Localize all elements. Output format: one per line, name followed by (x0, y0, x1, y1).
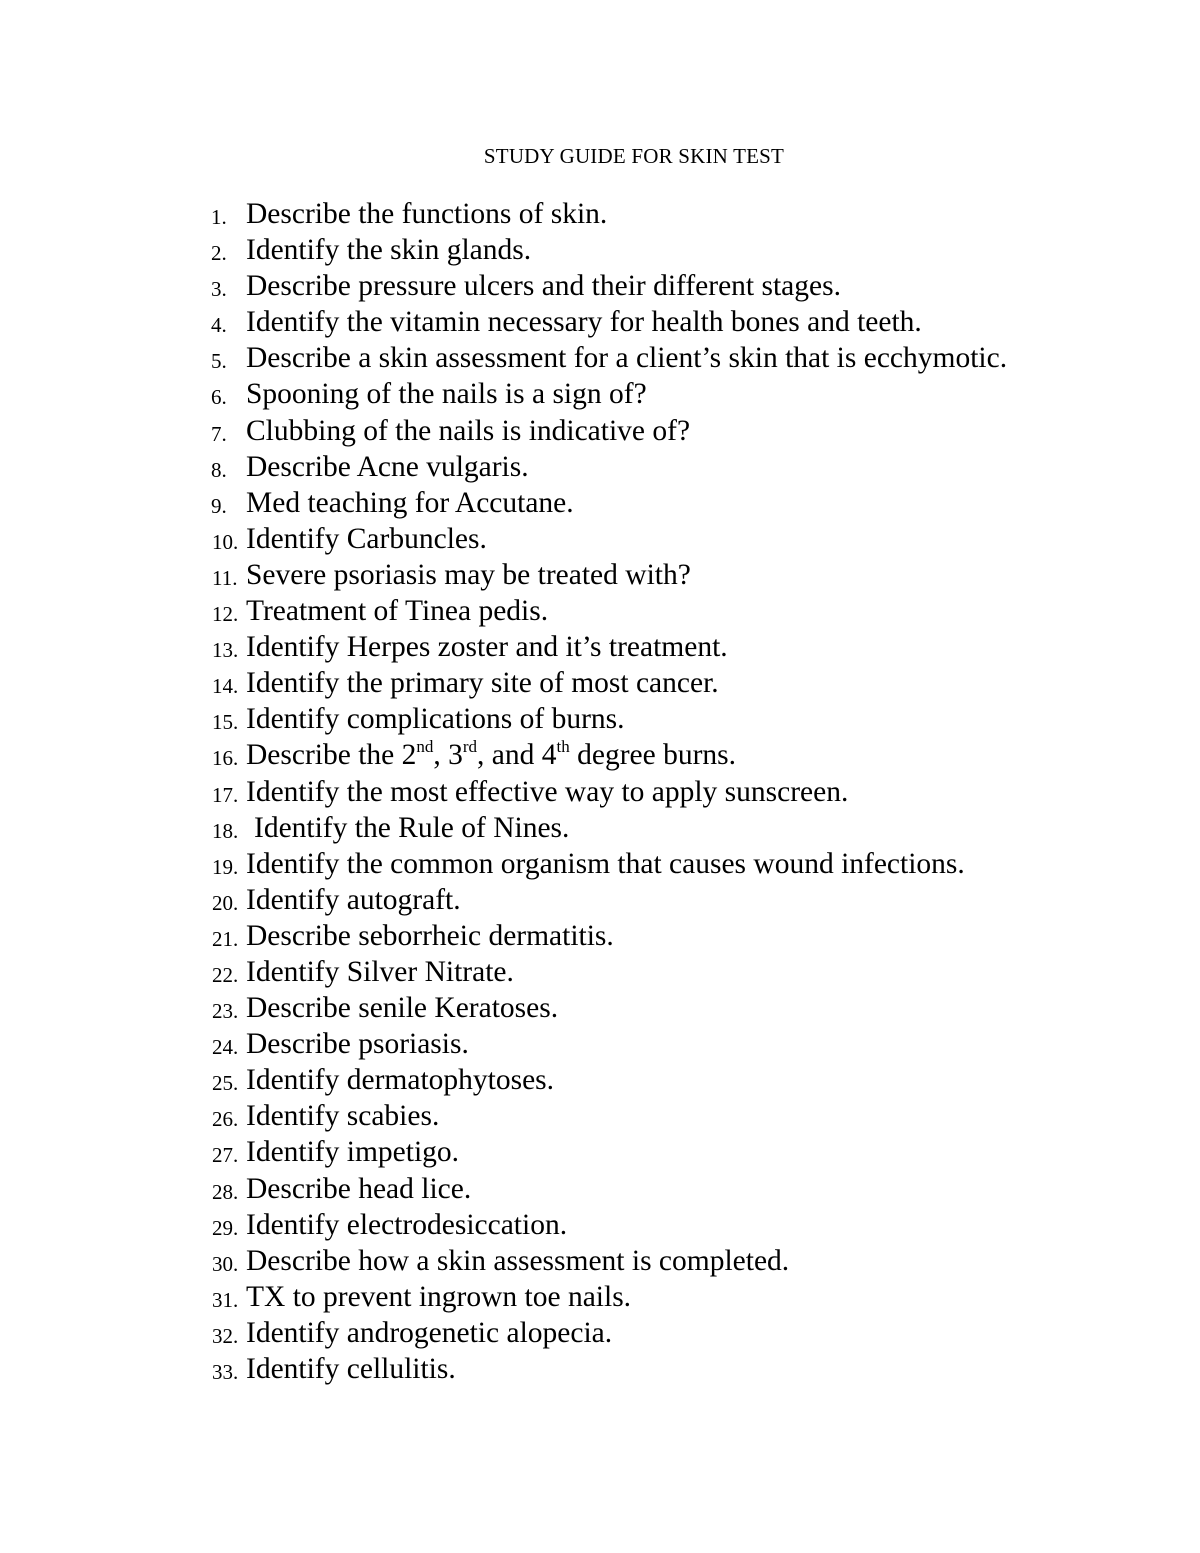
item-number: 3. (211, 277, 227, 302)
item-text: Identify Silver Nitrate. (246, 955, 514, 988)
item-number: 27. (212, 1143, 239, 1168)
item-number: 14. (212, 674, 239, 699)
item-text: Identify the most effective way to apply sunscreen. (246, 775, 849, 808)
item-number: 11. (212, 565, 238, 590)
item-number: 18. (212, 818, 239, 843)
item-text (246, 737, 736, 773)
item-text: Describe pressure ulcers and their different stages. (246, 270, 841, 303)
item-number: 6. (211, 385, 227, 410)
item-text: Identify electrodesiccation. (246, 1208, 568, 1241)
item-number: 8. (211, 457, 227, 482)
item-text: Identify the vitamin necessary for health bones and teeth. (246, 306, 922, 339)
item-number: 4. (211, 313, 227, 338)
item-number: 1. (211, 205, 227, 229)
item-text-part: , and 4 (477, 739, 557, 772)
item-number: 10. (212, 529, 239, 554)
item-number: 28. (212, 1179, 239, 1204)
item-number: 5. (211, 349, 227, 374)
item-text: Identify dermatophytoses. (246, 1064, 555, 1097)
item-text: Identify Herpes zoster and it’s treatment. (246, 631, 728, 664)
item-text: Describe Acne vulgaris. (246, 450, 529, 483)
item-number: 7. (211, 421, 227, 446)
item-text: Identify impetigo. (246, 1136, 460, 1169)
item-text: Describe head lice. (246, 1172, 472, 1205)
item-text: Severe psoriasis may be treated with? (246, 558, 691, 591)
item-text: Identify Carbuncles. (246, 522, 487, 555)
item-text: Describe psoriasis. (246, 1028, 469, 1061)
item-number: 17. (212, 782, 239, 807)
item-text: Clubbing of the nails is indicative of? (246, 414, 691, 447)
item-number: 12. (212, 602, 239, 627)
item-text: Identify androgenetic alopecia. (246, 1316, 613, 1349)
item-number: 21. (212, 926, 239, 951)
item-number: 24. (212, 1035, 239, 1060)
item-number: 19. (212, 854, 239, 879)
ordinal-suffix: rd (462, 736, 478, 756)
item-number: 33. (212, 1360, 239, 1384)
item-text: Identify scabies. (246, 1100, 440, 1133)
item-text: Identify the Rule of Nines. (254, 811, 570, 844)
item-text: Describe senile Keratoses. (246, 992, 559, 1025)
item-number: 32. (212, 1323, 239, 1348)
item-number: 9. (211, 493, 227, 518)
item-number: 23. (212, 999, 239, 1024)
item-text: Describe a skin assessment for a client’s skin that is ecchymotic. (246, 342, 1008, 375)
item-text: Describe how a skin assessment is completed. (246, 1244, 790, 1277)
item-text: Identify the skin glands. (246, 234, 532, 267)
item-text: Med teaching for Accutane. (246, 486, 574, 519)
item-text: Describe seborrheic dermatitis. (246, 919, 614, 952)
item-number: 20. (212, 890, 239, 915)
item-text: TX to prevent ingrown toe nails. (246, 1280, 632, 1313)
item-number: 26. (212, 1107, 239, 1132)
item-text: Identify autograft. (246, 883, 461, 916)
item-number: 25. (212, 1071, 239, 1096)
item-number: 22. (212, 962, 239, 987)
item-text: Describe the functions of skin. (246, 198, 608, 230)
item-number: 15. (212, 710, 239, 735)
item-number: 2. (211, 241, 227, 266)
item-text-part: Describe the 2 (246, 739, 417, 772)
item-text: Identify the primary site of most cancer. (246, 667, 719, 700)
item-text-part: , 3 (433, 739, 463, 772)
item-number: 31. (212, 1287, 239, 1312)
page-title: STUDY GUIDE FOR SKIN TEST (483, 144, 785, 168)
item-text: Identify the common organism that causes wound infections. (246, 847, 965, 880)
item-text-part: degree burns. (569, 739, 737, 772)
item-number: 30. (212, 1251, 239, 1276)
item-text: Spooning of the nails is a sign of? (246, 378, 647, 411)
item-number: 13. (212, 638, 239, 663)
item-number: 16. (212, 746, 239, 771)
item-number: 29. (212, 1215, 239, 1240)
item-text: Treatment of Tinea pedis. (246, 595, 549, 628)
ordinal-suffix: th (556, 736, 570, 756)
item-text: Identify cellulitis. (246, 1353, 456, 1385)
item-text: Identify complications of burns. (246, 703, 625, 736)
ordinal-suffix: nd (416, 736, 434, 756)
